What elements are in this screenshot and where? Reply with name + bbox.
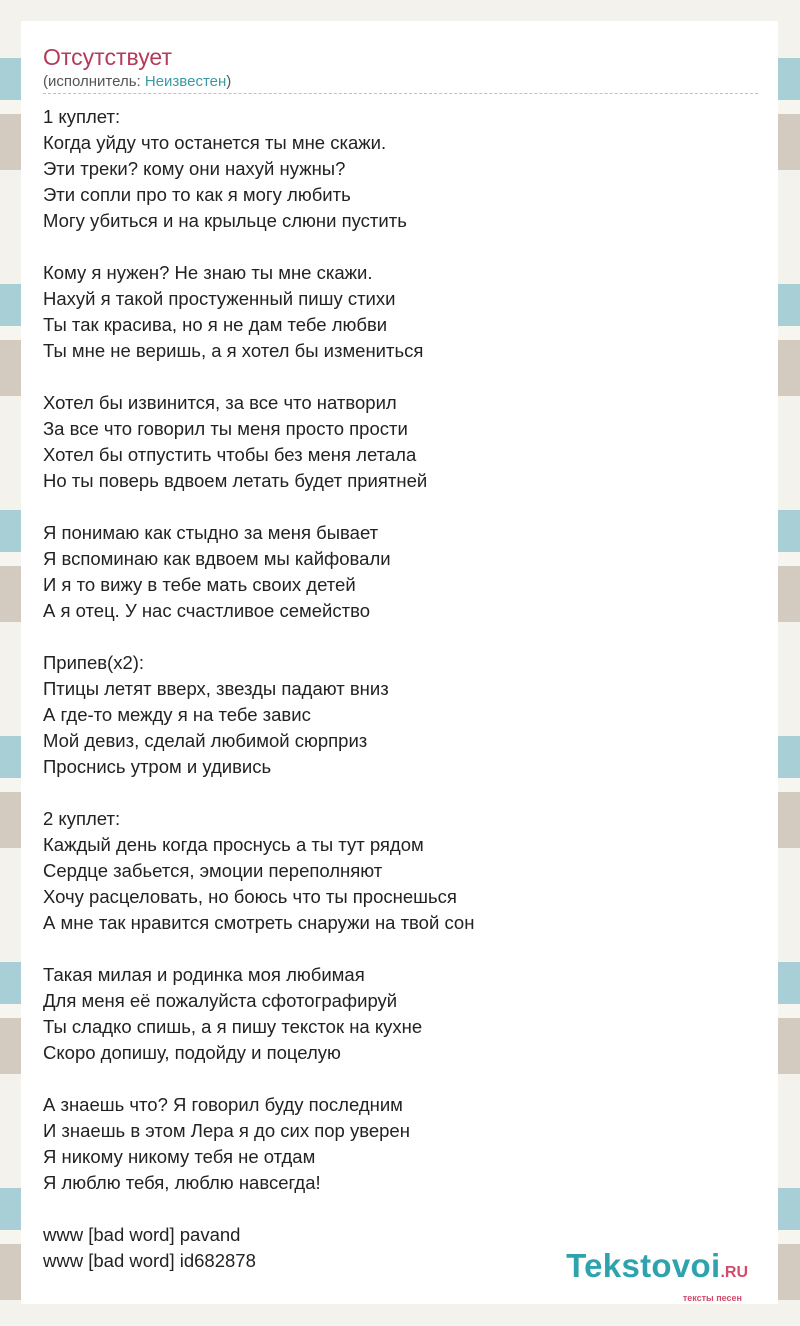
artist-line — [43, 72, 231, 92]
lyric-line: А где-то между я на тебе завис — [43, 704, 311, 725]
artist-suffix: ) — [226, 73, 232, 90]
lyric-line: Хотел бы отпустить чтобы без меня летала — [43, 444, 417, 465]
lyric-line: Птицы летят вверх, звезды падают вниз — [43, 678, 389, 699]
lyric-line: Могу убиться и на крыльце слюни пустить — [43, 210, 407, 231]
lyric-line: Я никому никому тебя не отдам — [43, 1146, 316, 1167]
lyric-line: Такая милая и родинка моя любимая — [43, 964, 365, 985]
lyrics-stanza — [43, 650, 758, 780]
lyric-line: Эти треки? кому они нахуй нужны? — [43, 158, 346, 179]
lyric-line: Мой девиз, сделай любимой сюрприз — [43, 730, 368, 751]
logo-tld: .RU — [720, 1264, 748, 1281]
lyric-line: Сердце забьется, эмоции переполняют — [43, 860, 383, 881]
lyric-line: Когда уйду что останется ты мне скажи. — [43, 132, 387, 153]
lyrics-stanza — [43, 962, 758, 1066]
artist-link[interactable]: Неизвестен — [144, 73, 227, 90]
song-title: Отсутствует — [43, 44, 172, 70]
lyric-line: Каждый день когда проснусь а ты тут рядом — [43, 834, 424, 855]
lyric-line: Ты сладко спишь, а я пишу тексток на кухне — [43, 1016, 423, 1037]
lyric-line: И я то вижу в тебе мать своих детей — [43, 574, 356, 595]
lyric-line: Я люблю тебя, люблю навсегда! — [43, 1172, 321, 1193]
lyric-line: Эти сопли про то как я могу любить — [43, 184, 351, 205]
lyrics-stanza — [43, 390, 758, 494]
lyric-line: Для меня её пожалуйста сфотографируй — [43, 990, 398, 1011]
lyric-line: Я вспоминаю как вдвоем мы кайфовали — [43, 548, 391, 569]
lyric-line: А я отец. У нас счастливое семейство — [43, 600, 371, 621]
lyrics-stanza — [43, 806, 758, 936]
lyrics-stanza — [43, 1092, 758, 1196]
lyrics-body — [43, 104, 758, 1300]
lyric-line: Припев(x2): — [43, 652, 145, 673]
logo-text: Tekstovoi — [566, 1247, 721, 1284]
artist-prefix: (исполнитель: — [43, 73, 145, 90]
lyric-line: Хочу расцеловать, но боюсь что ты проснешься — [43, 886, 457, 907]
lyrics-stanza — [43, 520, 758, 624]
lyric-line: И знаешь в этом Лера я до сих пор уверен — [43, 1120, 410, 1141]
lyric-line: Ты мне не веришь, а я хотел бы измениться — [43, 340, 424, 361]
lyric-line: А знаешь что? Я говорил буду последним — [43, 1094, 403, 1115]
lyric-line: 1 куплет: — [43, 106, 121, 127]
lyrics-stanza — [43, 104, 758, 234]
logo-tagline: тексты песен — [682, 1293, 742, 1303]
lyric-line: Кому я нужен? Не знаю ты мне скажи. — [43, 262, 373, 283]
site-logo[interactable] — [566, 1247, 748, 1284]
lyric-line: www [bad word] pavand — [43, 1224, 241, 1245]
divider — [43, 93, 758, 94]
lyric-line: Я понимаю как стыдно за меня бывает — [43, 522, 379, 543]
lyric-line: За все что говорил ты меня просто прости — [43, 418, 408, 439]
lyric-line: Проснись утром и удивись — [43, 756, 272, 777]
lyric-line: Скоро допишу, подойду и поцелую — [43, 1042, 341, 1063]
lyric-line: www [bad word] id682878 — [43, 1250, 256, 1271]
lyrics-card — [21, 21, 778, 1304]
lyric-line: Хотел бы извинится, за все что натворил — [43, 392, 397, 413]
lyric-line: Нахуй я такой простуженный пишу стихи — [43, 288, 396, 309]
lyrics-stanza — [43, 260, 758, 364]
lyric-line: А мне так нравится смотреть снаружи на твой сон — [43, 912, 475, 933]
lyric-line: 2 куплет: — [43, 808, 121, 829]
lyric-line: Ты так красива, но я не дам тебе любви — [43, 314, 388, 335]
lyric-line: Но ты поверь вдвоем летать будет приятней — [43, 470, 428, 491]
